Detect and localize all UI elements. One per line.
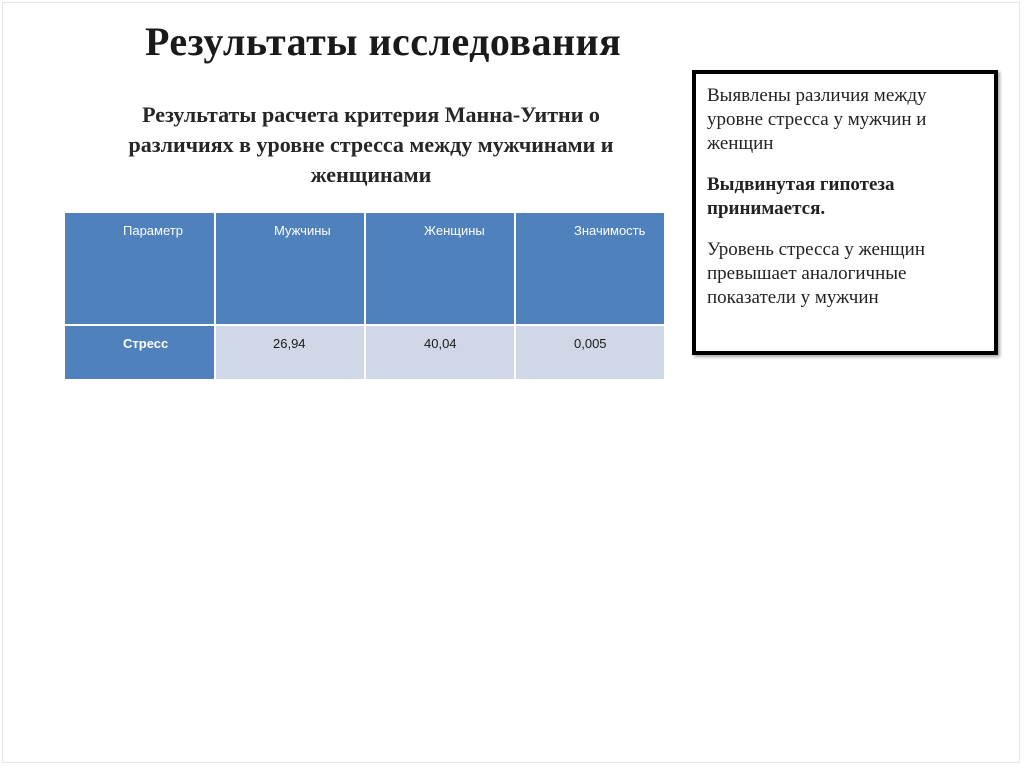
cell-significance: 0,005 [515,325,665,380]
table-row [64,325,665,380]
slide-title: Результаты исследования [145,19,622,64]
table-caption: Результаты расчета критерия Манна-Уитни о различиях в уровне стресса между мужчинами и женщинами [128,102,614,187]
header-women: Женщины [365,212,515,325]
cell-men: 26,94 [215,325,365,380]
header-men: Мужчины [215,212,365,325]
conclusion-box [692,70,998,355]
header-parameter: Параметр [64,212,215,325]
header-significance: Значимость [515,212,665,325]
table-header-row [64,212,665,325]
results-table [63,211,666,381]
cell-women: 40,04 [365,325,515,380]
conclusion-hypothesis: Выдвинутая гипотеза принимается. [707,174,895,219]
conclusion-detail: Уровень стресса у женщин превышает аналогичные показатели у мужчин [707,239,926,308]
cell-parameter: Стресс [64,325,215,380]
conclusion-finding: Выявлены различия между уровне стресса у мужчин и женщин [707,85,927,154]
